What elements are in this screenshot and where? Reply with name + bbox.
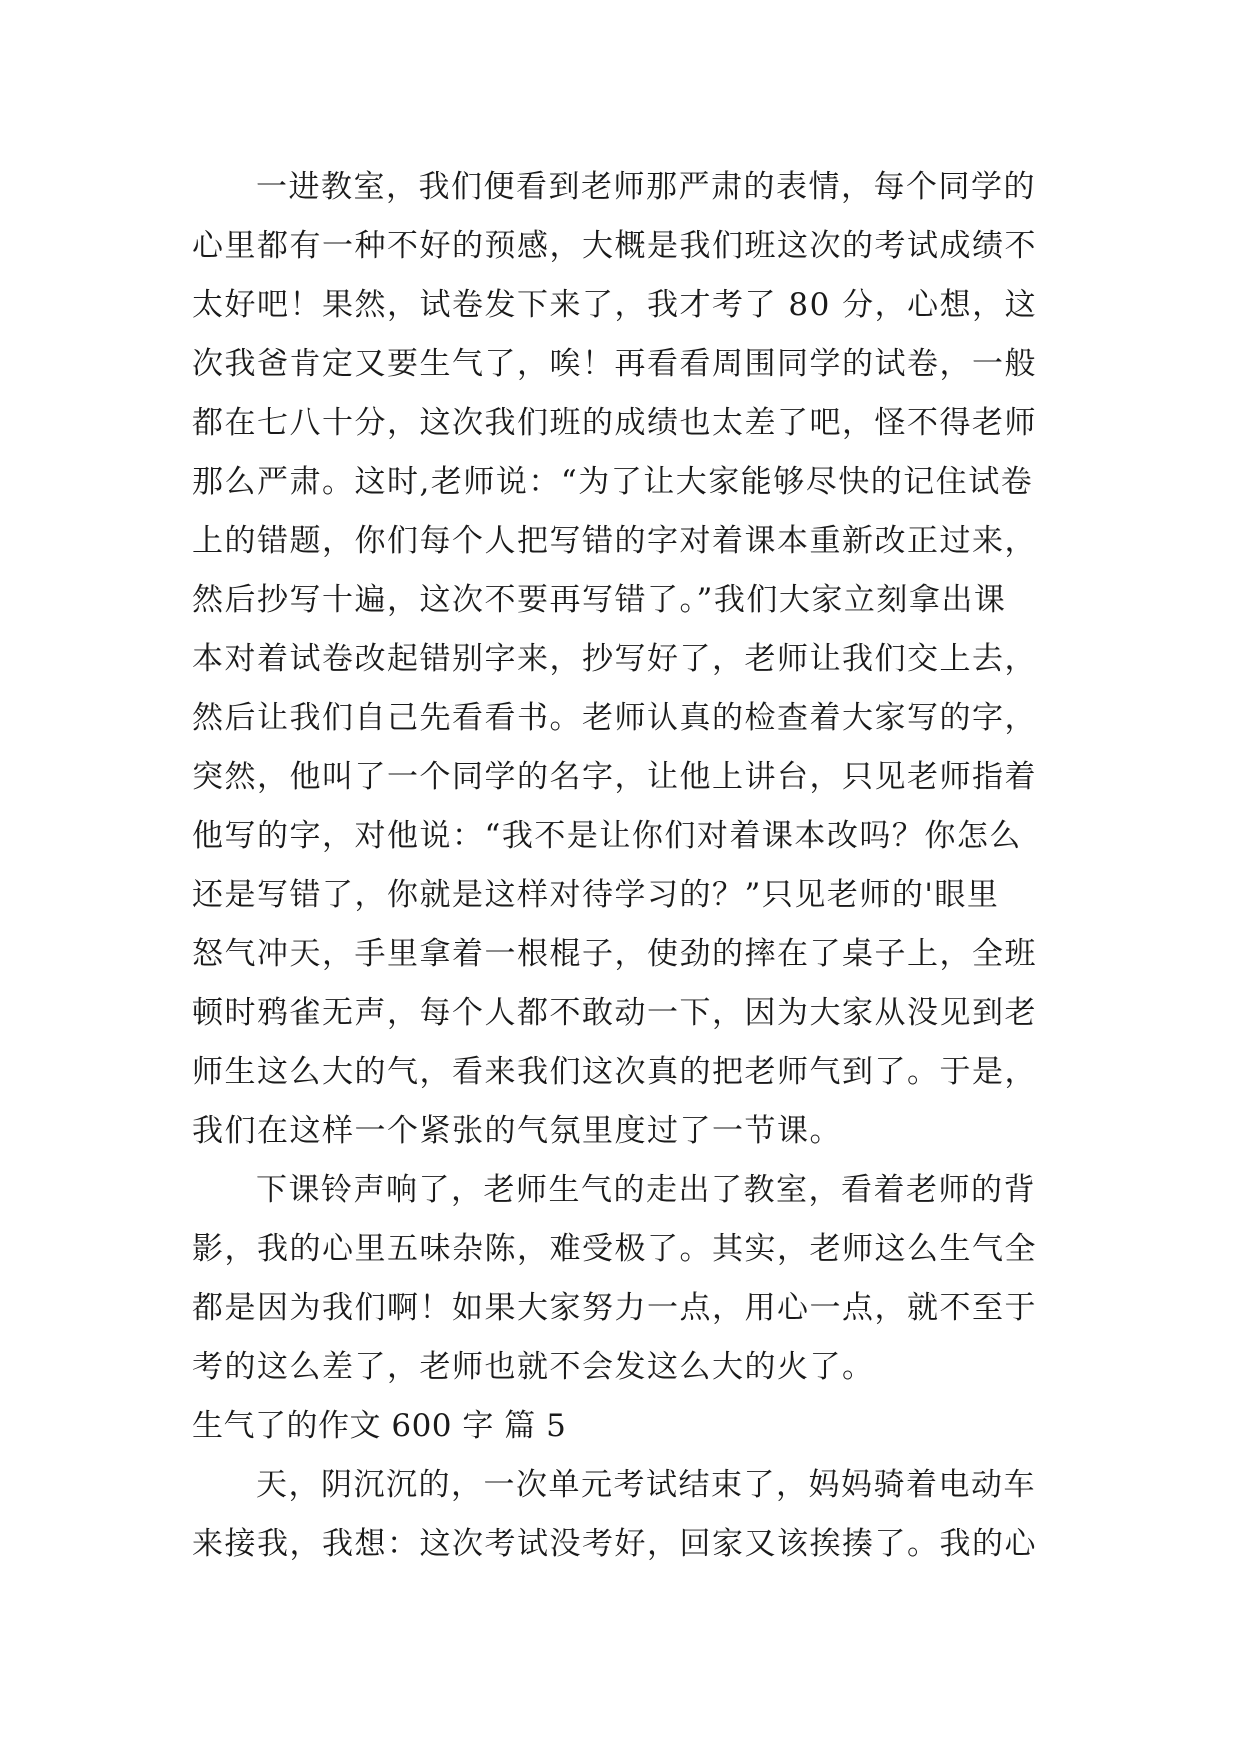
paragraph-1-line-6: 那么严肃。这时,老师说：“为了让大家能够尽快的记住试卷 [192, 464, 1034, 500]
section-heading: 生气了的作文 600 字 篇 5 [192, 1408, 567, 1444]
paragraph-1-line-10: 然后让我们自己先看看书。老师认真的检查着大家写的字， [192, 700, 1037, 736]
paragraph-1-line-17: 我们在这样一个紧张的气氛里度过了一节课。 [192, 1113, 842, 1149]
paragraph-1-line-15: 顿时鸦雀无声，每个人都不敢动一下，因为大家从没见到老 [192, 995, 1037, 1031]
paragraph-3-line-1: 天，阴沉沉的，一次单元考试结束了，妈妈骑着电动车 [256, 1467, 1036, 1503]
paragraph-1-line-13: 还是写错了，你就是这样对待学习的？”只见老师的'眼里 [192, 877, 1000, 913]
paragraph-1-line-14: 怒气冲天，手里拿着一根棍子，使劲的摔在了桌子上，全班 [192, 936, 1037, 972]
paragraph-2-line-2: 影，我的心里五味杂陈，难受极了。其实，老师这么生气全 [192, 1231, 1037, 1267]
paragraph-2-line-1: 下课铃声响了，老师生气的走出了教室，看着老师的背 [256, 1172, 1036, 1208]
paragraph-1-line-16: 师生这么大的气，看来我们这次真的把老师气到了。于是， [192, 1054, 1037, 1090]
paragraph-1-line-1: 一进教室，我们便看到老师那严肃的表情，每个同学的 [256, 169, 1036, 205]
paragraph-2-line-3: 都是因为我们啊！如果大家努力一点，用心一点，就不至于 [192, 1290, 1037, 1326]
paragraph-1-line-5: 都在七八十分，这次我们班的成绩也太差了吧，怪不得老师 [192, 405, 1037, 441]
paragraph-3-line-2: 来接我，我想：这次考试没考好，回家又该挨揍了。我的心 [192, 1526, 1037, 1562]
paragraph-1-line-4: 次我爸肯定又要生气了，唉！再看看周围同学的试卷，一般 [192, 346, 1037, 382]
paragraph-1-line-7: 上的错题，你们每个人把写错的字对着课本重新改正过来， [192, 523, 1037, 559]
paragraph-1-line-12: 他写的字，对他说：“我不是让你们对着课本改吗？你怎么 [192, 818, 1022, 854]
paragraph-2-line-4: 考的这么差了，老师也就不会发这么大的火了。 [192, 1349, 875, 1385]
paragraph-1-line-8: 然后抄写十遍，这次不要再写错了。”我们大家立刻拿出课 [192, 582, 1007, 618]
paragraph-1-line-11: 突然，他叫了一个同学的名字，让他上讲台，只见老师指着 [192, 759, 1037, 795]
paragraph-1-line-2: 心里都有一种不好的预感，大概是我们班这次的考试成绩不 [192, 228, 1037, 264]
paragraph-1-line-3: 太好吧！果然，试卷发下来了，我才考了 80 分，心想，这 [192, 287, 1038, 323]
paragraph-1-line-9: 本对着试卷改起错别字来，抄写好了，老师让我们交上去， [192, 641, 1037, 677]
document-body [192, 158, 1072, 1574]
